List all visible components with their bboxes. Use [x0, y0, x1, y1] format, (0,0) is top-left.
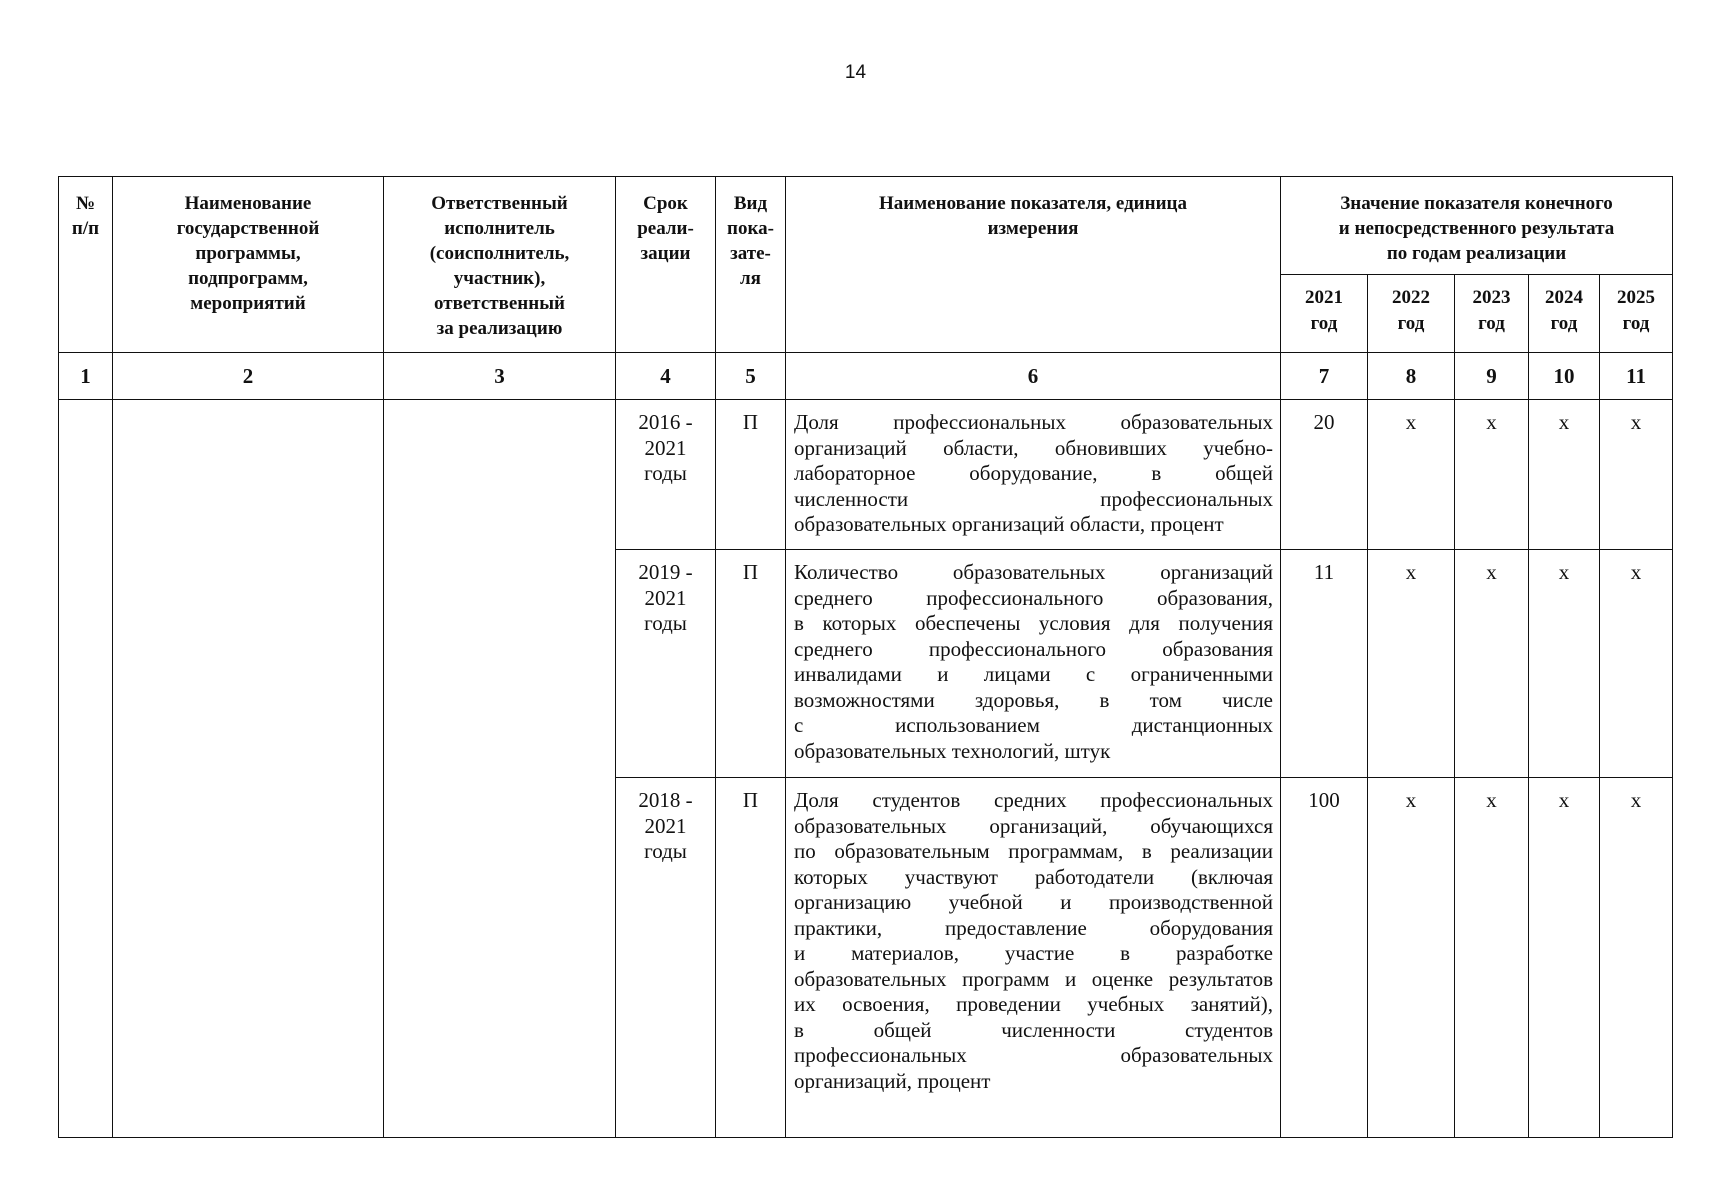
header-text: за реализацию	[436, 318, 563, 339]
cell-value-2025: x	[1600, 778, 1673, 1138]
cell-term	[616, 400, 716, 550]
description-line: с использованием дистанционных	[794, 713, 1273, 737]
cell-num-empty	[59, 400, 113, 1138]
cell-term	[616, 778, 716, 1138]
description-line: инвалидами и лицами с ограниченными	[794, 662, 1273, 686]
description-line: численности профессиональных	[794, 486, 1273, 511]
header-col-num	[59, 177, 113, 353]
description-line: в общей численности студентов	[794, 1017, 1273, 1042]
column-number: 8	[1368, 353, 1455, 400]
header-year-2024	[1529, 275, 1600, 353]
description-line: лабораторное оборудование, в общей	[794, 461, 1273, 485]
year-unit: год	[1622, 313, 1650, 334]
indicators-table	[58, 176, 1673, 1138]
cell-description	[786, 778, 1281, 1138]
term-text: 2021	[644, 585, 687, 610]
header-text: Значение показателя конечного	[1340, 193, 1613, 214]
table-row	[59, 400, 1673, 550]
column-number-row	[59, 353, 1673, 400]
description-line: образовательных организаций, обучающихся	[794, 813, 1273, 838]
column-number: 10	[1529, 353, 1600, 400]
header-col-indicator	[786, 177, 1281, 353]
header-text: зации	[640, 243, 691, 264]
cell-value-2021: 11	[1281, 550, 1368, 778]
description-line: организаций области, обновивших учебно-	[794, 435, 1273, 460]
cell-description	[786, 400, 1281, 550]
description-line: их освоения, проведении учебных занятий),	[794, 992, 1273, 1016]
description-line: практики, предоставление оборудования	[794, 915, 1273, 940]
header-year-2023	[1455, 275, 1529, 353]
cell-value-2024: x	[1529, 778, 1600, 1138]
cell-term	[616, 550, 716, 778]
description-line: Количество образовательных организаций	[794, 560, 1273, 584]
year-label: 2024	[1545, 287, 1583, 308]
term-text: годы	[644, 611, 687, 635]
cell-value-2024: x	[1529, 550, 1600, 778]
cell-type: П	[716, 778, 786, 1138]
year-unit: год	[1478, 313, 1505, 334]
header-text: подпрограмм,	[188, 268, 308, 289]
year-label: 2023	[1472, 287, 1511, 308]
year-unit: год	[1310, 313, 1338, 334]
header-text: государственной	[176, 218, 320, 239]
term-text: 2021	[644, 435, 687, 460]
term-text: 2019 -	[638, 560, 693, 584]
header-text: исполнитель	[444, 218, 555, 239]
column-number: 4	[616, 353, 716, 400]
description-line: Доля студентов средних профессиональных	[794, 788, 1273, 812]
header-text: зате-	[730, 243, 771, 264]
cell-value-2025: x	[1600, 400, 1673, 550]
page-number: 14	[844, 62, 867, 83]
description-line: среднего профессионального образования	[794, 636, 1273, 661]
cell-value-2025: x	[1600, 550, 1673, 778]
column-number: 2	[113, 353, 384, 400]
description-line: профессиональных образовательных	[794, 1043, 1273, 1067]
year-label: 2022	[1392, 287, 1430, 308]
cell-type: П	[716, 550, 786, 778]
cell-value-2022: x	[1368, 778, 1455, 1138]
header-row-top	[59, 177, 1673, 275]
header-text: Наименование показателя, единица	[879, 193, 1187, 214]
cell-value-2024: x	[1529, 400, 1600, 550]
header-text: Наименование	[184, 193, 312, 214]
column-number: 3	[384, 353, 616, 400]
cell-value-2022: x	[1368, 550, 1455, 778]
term-text: 2016 -	[638, 410, 693, 434]
cell-value-2023: x	[1455, 550, 1529, 778]
header-col-term	[616, 177, 716, 353]
cell-value-2023: x	[1455, 778, 1529, 1138]
description-line: образовательных технологий, штук	[794, 738, 1111, 763]
header-text: Вид	[733, 193, 768, 214]
header-col-type	[716, 177, 786, 353]
term-text: 2021	[644, 813, 687, 838]
term-text: 2018 -	[638, 788, 693, 812]
column-number: 1	[59, 353, 113, 400]
year-unit: год	[1550, 313, 1578, 334]
description-line: в которых обеспечены условия для получения	[794, 611, 1273, 635]
header-text: участник),	[453, 268, 546, 289]
cell-value-2022: x	[1368, 400, 1455, 550]
cell-type: П	[716, 400, 786, 550]
term-text: годы	[644, 461, 687, 485]
header-text: по годам реализации	[1386, 243, 1567, 264]
header-text: п/п	[71, 218, 100, 239]
header-text: Ответственный	[431, 193, 568, 214]
header-text: №	[75, 193, 96, 214]
description-line: образовательных программ и оценке результатов	[794, 966, 1273, 991]
description-line: организацию учебной и производственной	[794, 890, 1273, 914]
column-number: 6	[786, 353, 1281, 400]
header-text: ответственный	[434, 293, 565, 314]
year-label: 2021	[1305, 287, 1343, 308]
description-line: по образовательным программам, в реализации	[794, 839, 1273, 863]
description-line: среднего профессионального образования,	[794, 585, 1273, 610]
cell-program-empty	[113, 400, 384, 1138]
column-number: 5	[716, 353, 786, 400]
description-line: Доля профессиональных образовательных	[794, 410, 1273, 434]
header-text: реали-	[637, 218, 694, 239]
term-text: годы	[644, 839, 687, 863]
column-number: 9	[1455, 353, 1529, 400]
header-text: мероприятий	[190, 293, 306, 314]
header-year-2022	[1368, 275, 1455, 353]
year-label: 2025	[1617, 287, 1656, 308]
description-line: организаций, процент	[794, 1068, 991, 1093]
header-text: и непосредственного результата	[1338, 218, 1615, 239]
header-text: пока-	[727, 218, 774, 239]
description-line: возможностями здоровья, в том числе	[794, 687, 1273, 712]
header-text: измерения	[987, 218, 1079, 239]
header-col-program	[113, 177, 384, 353]
cell-description	[786, 550, 1281, 778]
header-col-values	[1281, 177, 1673, 275]
year-unit: год	[1397, 313, 1425, 334]
description-line: которых участвуют работодатели (включая	[794, 864, 1273, 889]
cell-executor-empty	[384, 400, 616, 1138]
column-number: 7	[1281, 353, 1368, 400]
description-line: образовательных организаций области, процент	[794, 512, 1224, 536]
cell-value-2023: x	[1455, 400, 1529, 550]
column-number: 11	[1600, 353, 1673, 400]
description-line: и материалов, участие в разработке	[794, 941, 1273, 965]
header-text: Срок	[643, 193, 688, 214]
header-text: программы,	[195, 243, 301, 264]
header-col-executor	[384, 177, 616, 353]
cell-value-2021: 100	[1281, 778, 1368, 1138]
header-text: ля	[740, 268, 761, 289]
cell-value-2021: 20	[1281, 400, 1368, 550]
header-year-2025	[1600, 275, 1673, 353]
header-text: (соисполнитель,	[429, 243, 570, 264]
header-year-2021	[1281, 275, 1368, 353]
